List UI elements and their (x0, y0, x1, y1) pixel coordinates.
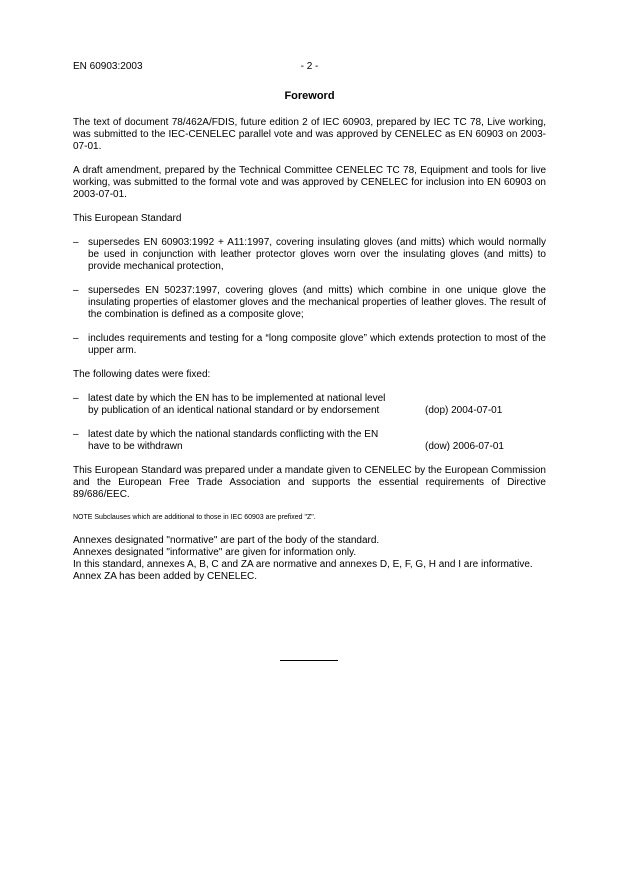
page-number: - 2 - (300, 61, 319, 72)
note: NOTE Subclauses which are additional to those in IEC 60903 are prefixed "Z". (73, 514, 316, 521)
list-dash: – (73, 429, 79, 440)
list-item-text: supersedes EN 50237:1997, covering gloves (and mitts) which combine in one unique glove the insulating properties of elastomer gloves and the mechanical properties of leather gloves. The result of the combination is defined as a composite glove; (88, 285, 546, 320)
list-item (73, 237, 546, 273)
annex-normative-line: Annexes designated "normative" are part of the body of the standard. (73, 535, 380, 546)
page-title: Foreword (284, 90, 335, 102)
list-item (73, 285, 546, 321)
list-dash: – (73, 393, 79, 404)
paragraph-standard-intro: This European Standard (73, 213, 182, 224)
date-value-dow: (dow) 2006-07-01 (425, 441, 504, 452)
annex-za-line: Annex ZA has been added by CENELEC. (73, 571, 258, 582)
annex-list-line: In this standard, annexes A, B, C and ZA are normative and annexes D, E, F, G, H and I are informative. (73, 559, 533, 570)
list-dash: – (73, 237, 79, 248)
date-item-dow (73, 429, 546, 453)
paragraph-amendment: A draft amendment, prepared by the Technical Committee CENELEC TC 78, Equipment and tools for live working, was submitted to the formal vote and was approved by CENELEC for inclusion into EN 60903 on 2003-07-01. (73, 165, 546, 200)
list-dash: – (73, 285, 79, 296)
annex-informative-line: Annexes designated "informative" are given for information only. (73, 547, 357, 558)
list-item (73, 333, 546, 357)
date-item-text: latest date by which the EN has to be implemented at national level by publication of an identical national standard or by endorsement (88, 393, 386, 416)
document-id: EN 60903:2003 (73, 61, 143, 72)
paragraph-fdis: The text of document 78/462A/FDIS, future edition 2 of IEC 60903, prepared by IEC TC 78, Live working, was submitted to the IEC-CENELEC parallel vote and was approved by CENELEC as EN 60903 on 2003-07-01. (73, 117, 546, 152)
dates-intro: The following dates were fixed: (73, 369, 211, 380)
end-rule (280, 660, 338, 661)
foreword-body (73, 117, 546, 583)
date-value-dop: (dop) 2004-07-01 (425, 405, 503, 416)
list-dash: – (73, 333, 79, 344)
date-item-text: latest date by which the national standards conflicting with the EN have to be withdrawn (88, 429, 379, 452)
list-item-text: supersedes EN 60903:1992 + A11:1997, covering insulating gloves (and mitts) which would normally be used in conjunction with leather protector gloves worn over the insulating gloves (and mitts) to provide mechanical protection, (88, 237, 546, 272)
list-item-text: includes requirements and testing for a “long composite glove” which extends protection to most of the upper arm. (88, 333, 546, 356)
paragraph-mandate: This European Standard was prepared under a mandate given to CENELEC by the European Commission and the European Free Trade Association and supports the essential requirements of Directive 89/686/EEC. (73, 465, 546, 500)
date-item-dop (73, 393, 546, 417)
